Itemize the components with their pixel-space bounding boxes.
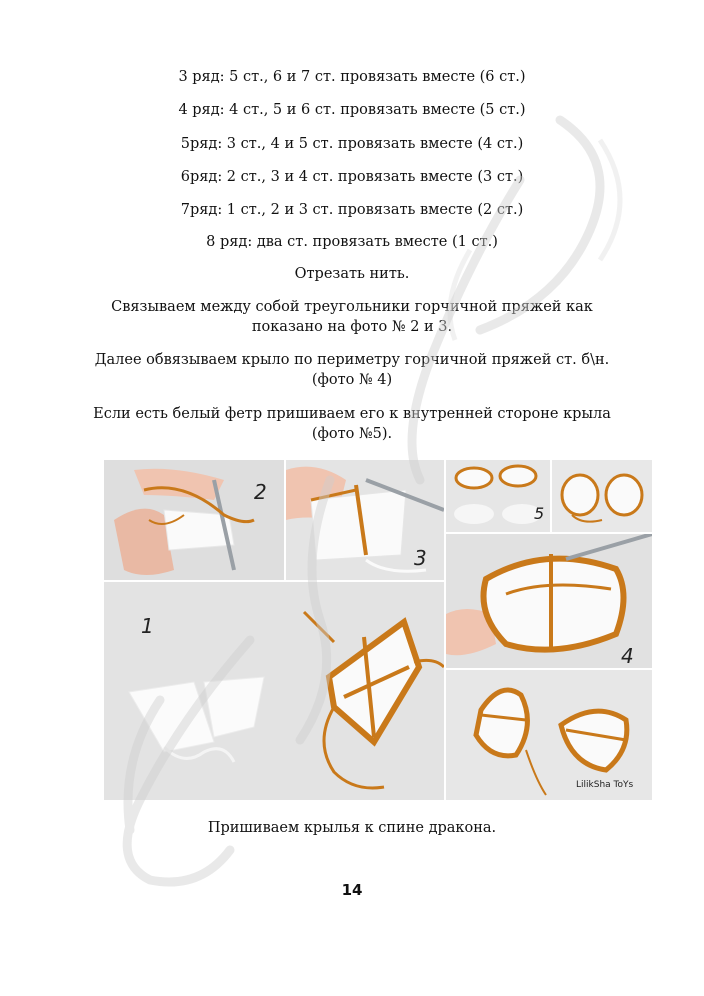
photo-5-right <box>552 460 652 532</box>
photo-label-1: 1 <box>141 614 154 638</box>
photo-label-5: 5 <box>534 504 545 523</box>
photo-finished-wings <box>446 670 652 800</box>
photo-3 <box>286 460 444 580</box>
row-5-text: 5ряд: 3 ст., 4 и 5 ст. провязать вместе (4 ст.) <box>180 136 524 152</box>
paragraph-felt-line2: (фото №5). <box>311 426 393 442</box>
row-8-text: 8 ряд: два ст. провязать вместе (1 ст.) <box>206 234 498 250</box>
photo-5-left <box>446 460 550 532</box>
row-6-text: 6ряд: 2 ст., 3 и 4 ст. провязать вместе (3 ст.) <box>180 169 524 185</box>
photo-1 <box>104 582 444 800</box>
logo-text: LilikSha ToYs <box>576 780 634 790</box>
row-4-text: 4 ряд: 4 ст., 5 и 6 ст. провязать вместе (5 ст.) <box>178 102 526 118</box>
caption-text: Пришиваем крылья к спине дракона. <box>207 820 497 836</box>
row-3-text: 3 ряд: 5 ст., 6 и 7 ст. провязать вместе (6 ст.) <box>178 69 526 85</box>
photo-2 <box>104 460 284 580</box>
cut-thread-text: Отрезать нить. <box>294 266 410 282</box>
paragraph-join-line1: Связываем между собой треугольники горчичной пряжей как <box>111 299 593 315</box>
paragraph-join-line2: показано на фото № 2 и 3. <box>251 319 453 335</box>
paragraph-felt-line1: Если есть белый фетр пришиваем его к внутренней стороне крыла <box>93 406 611 422</box>
row-7-text: 7ряд: 1 ст., 2 и 3 ст. провязать вместе (2 ст.) <box>180 202 524 218</box>
paragraph-edge-line1: Далее обвязываем крыло по периметру горчичной пряжей ст. б\н. <box>94 352 610 368</box>
photo-label-2: 2 <box>254 480 267 504</box>
page-number: 14 <box>341 881 363 899</box>
photo-label-3: 3 <box>414 546 427 570</box>
photo-4 <box>446 534 652 668</box>
photo-label-4: 4 <box>621 644 634 668</box>
paragraph-edge-line2: (фото № 4) <box>311 372 393 388</box>
